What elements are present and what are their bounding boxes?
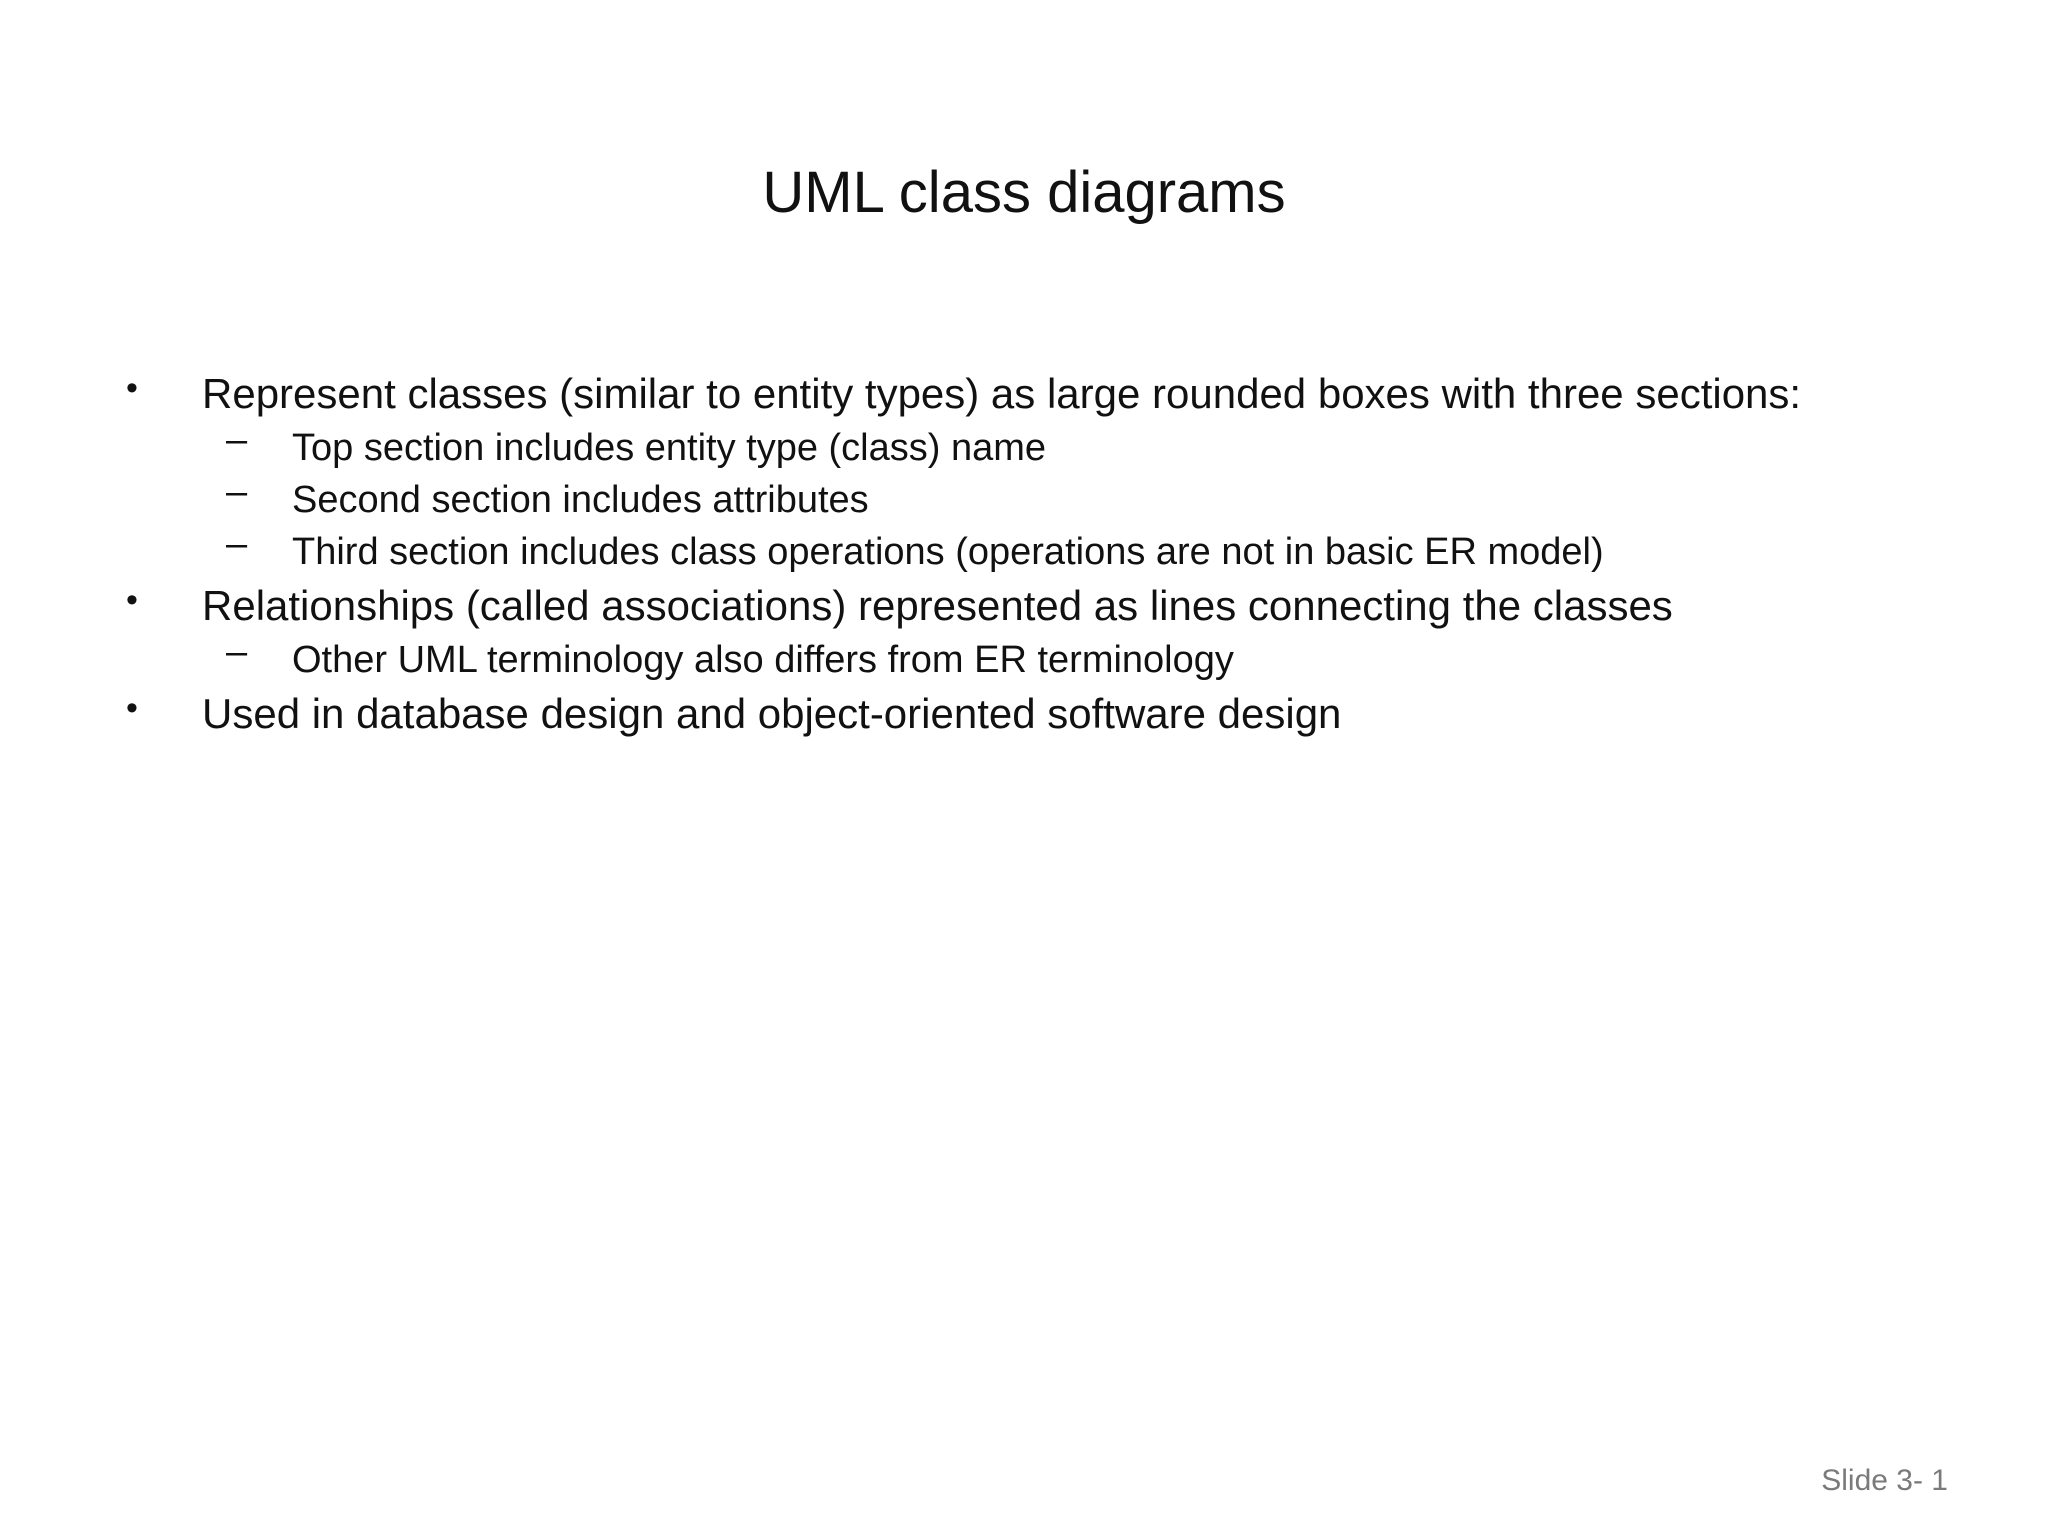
sub-bullet-item (122, 419, 1882, 474)
sub-bullet-item (122, 471, 1882, 526)
bullet-item (122, 582, 1882, 630)
dash-icon: – (226, 471, 248, 513)
bullet-text: Used in database design and object-oriented software design (202, 690, 1342, 737)
sub-bullet-text: Top section includes entity type (class) name (292, 427, 1047, 469)
sub-bullet-item (122, 631, 1882, 686)
slide-number: Slide 3- 1 (1821, 1464, 1948, 1497)
bullet-icon: • (126, 369, 138, 407)
dash-icon: – (226, 631, 248, 673)
dash-icon: – (226, 523, 248, 565)
bullet-item (122, 370, 1882, 418)
sub-bullet-item (122, 523, 1882, 578)
bullet-icon: • (126, 581, 138, 619)
slide-title: UML class diagrams (762, 160, 1286, 225)
bullet-item (122, 690, 1882, 738)
sub-bullet-text: Third section includes class operations (operations are not in basic ER model) (292, 531, 1604, 573)
slide-content (122, 370, 1882, 742)
dash-icon: – (226, 419, 248, 461)
bullet-text: Represent classes (similar to entity types) as large rounded boxes with three sections: (202, 370, 1802, 417)
sub-bullet-text: Second section includes attributes (292, 479, 869, 521)
bullet-icon: • (126, 689, 138, 727)
bullet-text: Relationships (called associations) represented as lines connecting the classes (202, 582, 1673, 629)
sub-bullet-text: Other UML terminology also differs from ER terminology (292, 639, 1234, 681)
